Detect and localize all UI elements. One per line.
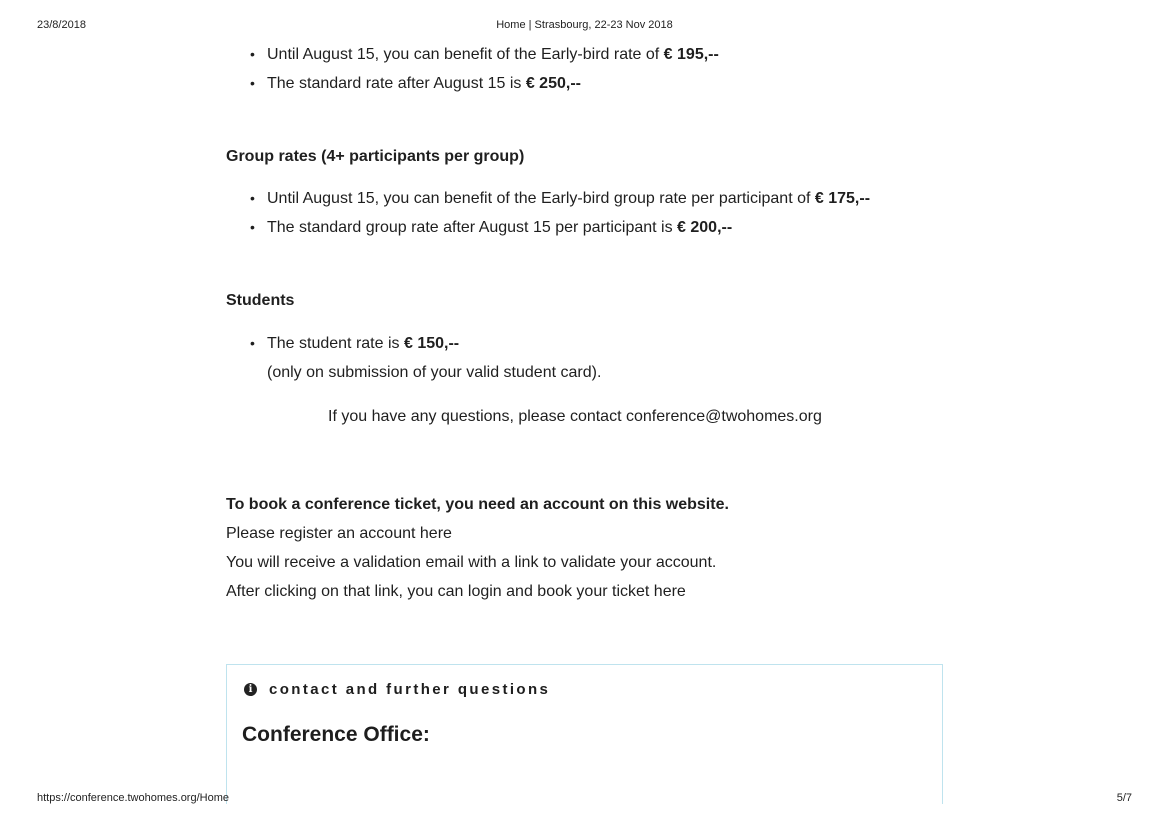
booking-heading: To book a conference ticket, you need an account on this website.	[226, 496, 729, 513]
rate-text: The student rate is	[267, 335, 404, 352]
students-rates	[226, 329, 601, 387]
page-number: 5/7	[1116, 792, 1132, 804]
rate-text: The standard group rate after August 15 per participant is	[267, 219, 678, 236]
booking-instructions	[226, 490, 729, 606]
register-link[interactable]: Please register an account here	[226, 525, 452, 542]
print-url: https://conference.twohomes.org/Home	[37, 792, 229, 804]
list-item	[226, 329, 601, 358]
rate-price: € 200,--	[677, 219, 733, 236]
rate-text: Until August 15, you can benefit of the Early-bird rate of	[267, 46, 664, 63]
bullet-icon: •	[250, 75, 255, 91]
group-rates-heading: Group rates (4+ participants per group)	[226, 148, 525, 165]
rate-text: The standard rate after August 15 is	[267, 75, 526, 92]
group-rates-list	[226, 184, 946, 242]
conference-office-title: Conference Office:	[242, 723, 430, 746]
print-footer	[37, 792, 1132, 806]
list-item	[226, 40, 719, 69]
bullet-icon: •	[250, 219, 255, 235]
print-header	[37, 19, 1132, 33]
book-ticket-link[interactable]: After clicking on that link, you can login and book your ticket here	[226, 583, 686, 600]
validation-info: You will receive a validation email with a link to validate your account.	[226, 554, 717, 571]
rate-price: € 195,--	[663, 46, 719, 63]
print-date: 23/8/2018	[37, 19, 86, 31]
student-card-note: (only on submission of your valid student card).	[267, 364, 602, 381]
rate-price: € 250,--	[525, 75, 581, 92]
bullet-icon: •	[250, 190, 255, 206]
contact-box-heading: contact and further questions	[269, 681, 551, 698]
info-circle-icon: i	[244, 683, 257, 696]
students-rates-list	[226, 329, 601, 358]
students-heading: Students	[226, 292, 295, 309]
rate-text: Until August 15, you can benefit of the Early-bird group rate per participant of	[267, 190, 815, 207]
contact-email-line: If you have any questions, please contact conference@twohomes.org	[328, 408, 822, 425]
bullet-icon: •	[250, 335, 255, 351]
list-item	[226, 213, 946, 242]
rate-price: € 150,--	[403, 335, 460, 352]
list-item	[226, 69, 719, 98]
bullet-icon: •	[250, 46, 255, 62]
rate-price: € 175,--	[814, 190, 871, 207]
print-page-title: Home | Strasbourg, 22-23 Nov 2018	[496, 19, 673, 31]
list-item	[226, 184, 946, 213]
individual-rates-list	[226, 40, 719, 98]
contact-box	[226, 664, 943, 804]
contact-box-header	[244, 681, 550, 698]
